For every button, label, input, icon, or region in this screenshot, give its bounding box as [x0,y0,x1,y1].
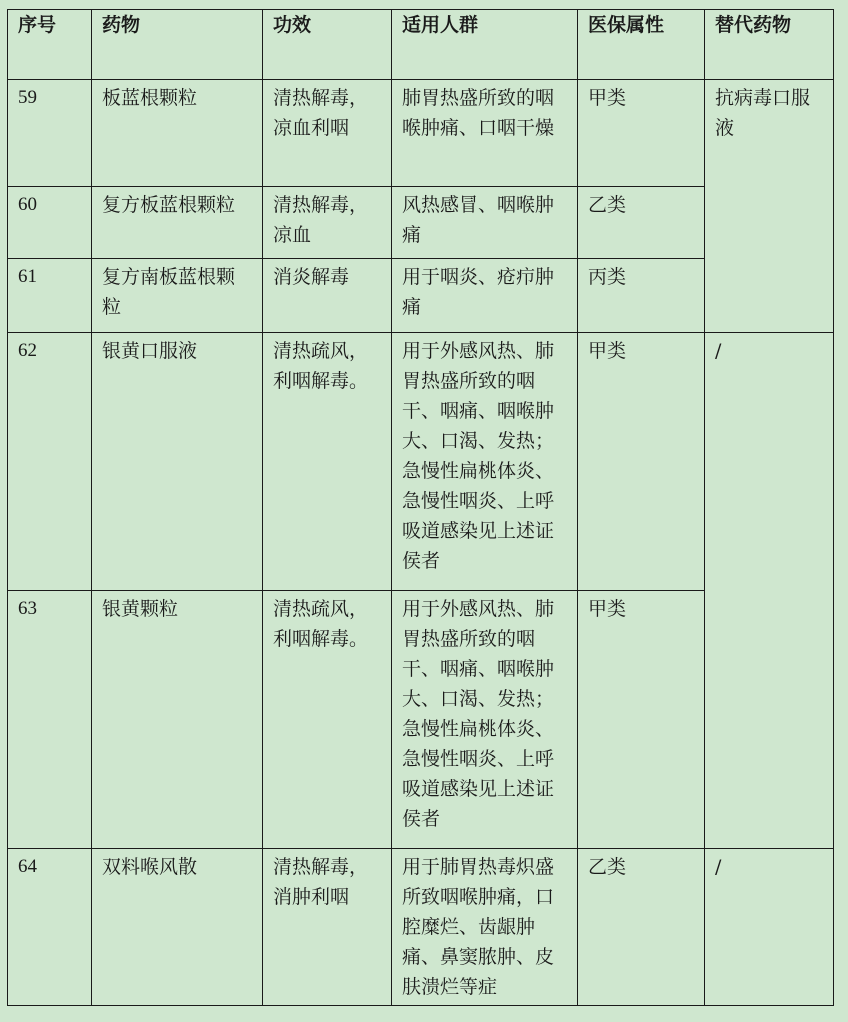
header-insurance: 医保属性 [578,10,705,80]
row-drug: 复方南板蓝根颗粒 [92,259,263,333]
table-row [8,333,834,591]
row-drug: 板蓝根颗粒 [92,80,263,187]
row-target: 用于肺胃热毒炽盛所致咽喉肿痛，口腔糜烂、齿龈肿痛、鼻窦脓肿、皮肤溃烂等症 [392,849,578,1006]
row-insurance: 乙类 [578,187,705,259]
row-target: 用于外感风热、肺胃热盛所致的咽干、咽痛、咽喉肿大、口渴、发热；急慢性扁桃体炎、急慢性咽炎、上呼吸道感染见上述证侯者 [392,333,578,591]
row-no: 59 [8,80,92,187]
row-no: 61 [8,259,92,333]
table-row [8,849,834,1006]
table-row [8,80,834,187]
row-effect: 消炎解毒 [263,259,392,333]
row-drug: 复方板蓝根颗粒 [92,187,263,259]
header-row [8,10,834,80]
header-drug: 药物 [92,10,263,80]
row-no: 60 [8,187,92,259]
row-no: 62 [8,333,92,591]
row-insurance: 甲类 [578,333,705,591]
header-no: 序号 [8,10,92,80]
row-target: 风热感冒、咽喉肿痛 [392,187,578,259]
header-target: 适用人群 [392,10,578,80]
row-insurance: 丙类 [578,259,705,333]
row-target: 用于外感风热、肺胃热盛所致的咽干、咽痛、咽喉肿大、口渴、发热；急慢性扁桃体炎、急慢性咽炎、上呼吸道感染见上述证侯者 [392,591,578,849]
header-alternative: 替代药物 [705,10,834,80]
row-insurance: 甲类 [578,80,705,187]
row-effect: 清热疏风，利咽解毒。 [263,333,392,591]
row-no: 63 [8,591,92,849]
row-insurance: 甲类 [578,591,705,849]
row-effect: 清热解毒，消肿利咽 [263,849,392,1006]
row-target: 用于咽炎、疮疖肿痛 [392,259,578,333]
header-effect: 功效 [263,10,392,80]
row-drug: 双料喉风散 [92,849,263,1006]
row-effect: 清热解毒，凉血 [263,187,392,259]
row-drug: 银黄颗粒 [92,591,263,849]
row-effect: 清热疏风，利咽解毒。 [263,591,392,849]
row-alternative: / [705,333,834,849]
drug-table [7,9,834,1006]
row-alternative: 抗病毒口服液 [705,80,834,333]
row-effect: 清热解毒，凉血利咽 [263,80,392,187]
row-no: 64 [8,849,92,1006]
row-insurance: 乙类 [578,849,705,1006]
row-target: 肺胃热盛所致的咽喉肿痛、口咽干燥 [392,80,578,187]
row-alternative: / [705,849,834,1006]
row-drug: 银黄口服液 [92,333,263,591]
